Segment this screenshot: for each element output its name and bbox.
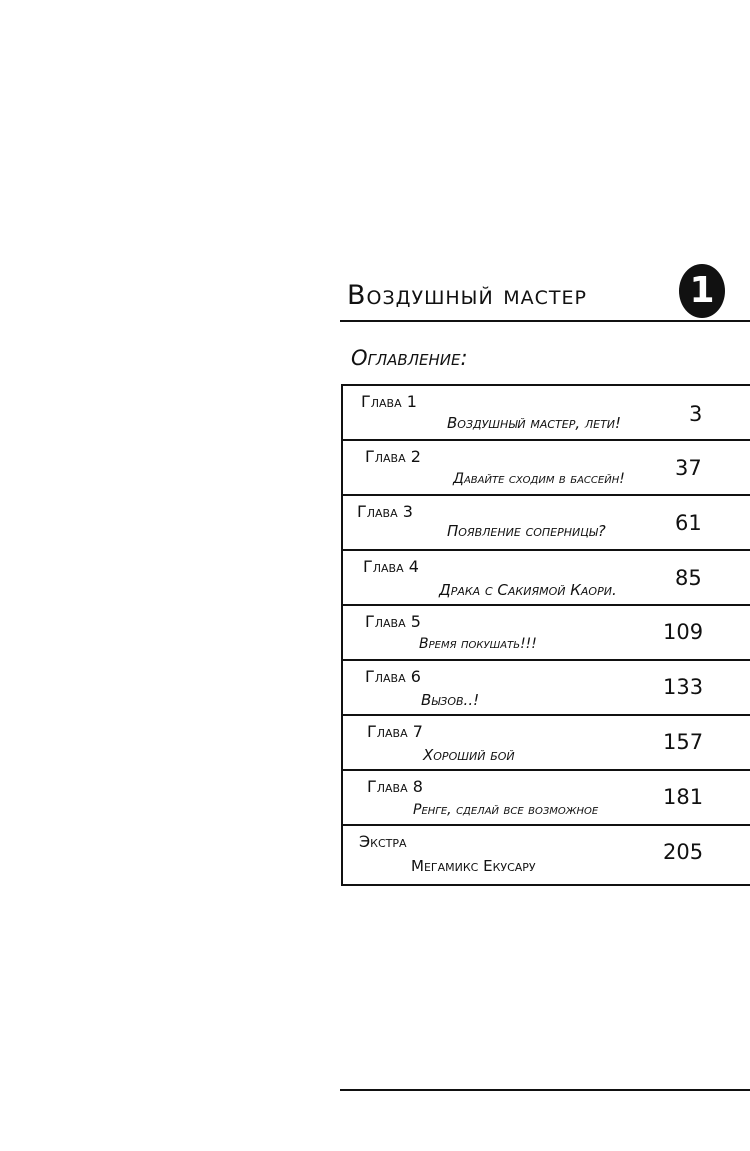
- volume-number-badge: 1: [679, 264, 725, 318]
- chapter-label: Глава 3: [357, 502, 413, 521]
- chapter-label: Глава 5: [365, 612, 421, 631]
- toc-row-chapter-5[interactable]: [343, 606, 750, 661]
- chapter-page-number: 109: [663, 620, 704, 644]
- chapter-title: Давайте сходим в бассейн!: [453, 471, 625, 487]
- toc-row-extra[interactable]: [343, 826, 750, 884]
- chapter-label: Глава 6: [365, 667, 421, 686]
- title-underline: [340, 320, 750, 322]
- chapter-label: Глава 4: [363, 557, 419, 576]
- chapter-page-number: 3: [689, 402, 703, 426]
- toc-row-chapter-2[interactable]: [343, 441, 750, 496]
- chapter-title: Мегамикс Екусару: [411, 857, 536, 875]
- chapter-title: Ренге, сделай все возможное: [413, 802, 599, 818]
- footer-divider: [340, 1089, 750, 1091]
- chapter-title: Хороший бой: [423, 746, 515, 764]
- toc-table: [341, 384, 750, 886]
- toc-heading: Оглавление:: [351, 346, 468, 370]
- toc-row-chapter-3[interactable]: [343, 496, 750, 551]
- chapter-label: Экстра: [359, 832, 407, 851]
- chapter-label: Глава 8: [367, 777, 423, 796]
- chapter-page-number: 37: [675, 456, 702, 480]
- chapter-title: Воздушный мастер, лети!: [447, 414, 622, 432]
- chapter-page-number: 85: [675, 566, 702, 590]
- chapter-page-number: 133: [663, 675, 704, 699]
- toc-row-chapter-4[interactable]: [343, 551, 750, 606]
- chapter-title: Появление соперницы?: [447, 522, 606, 540]
- chapter-label: Глава 1: [361, 392, 417, 411]
- chapter-page-number: 61: [675, 511, 702, 535]
- toc-row-chapter-6[interactable]: [343, 661, 750, 716]
- chapter-page-number: 181: [663, 785, 704, 809]
- chapter-page-number: 157: [663, 730, 704, 754]
- toc-row-chapter-8[interactable]: [343, 771, 750, 826]
- toc-row-chapter-7[interactable]: [343, 716, 750, 771]
- chapter-label: Глава 2: [365, 447, 421, 466]
- book-title: Воздушный мастер: [347, 280, 587, 311]
- chapter-title: Драка с Сакиямой Каори.: [439, 581, 617, 599]
- toc-row-chapter-1[interactable]: [343, 386, 750, 441]
- chapter-label: Глава 7: [367, 722, 423, 741]
- chapter-title: Вызов..!: [421, 691, 480, 709]
- chapter-page-number: 205: [663, 840, 704, 864]
- book-title-header: [347, 262, 750, 322]
- chapter-title: Время покушать!!!: [419, 636, 537, 652]
